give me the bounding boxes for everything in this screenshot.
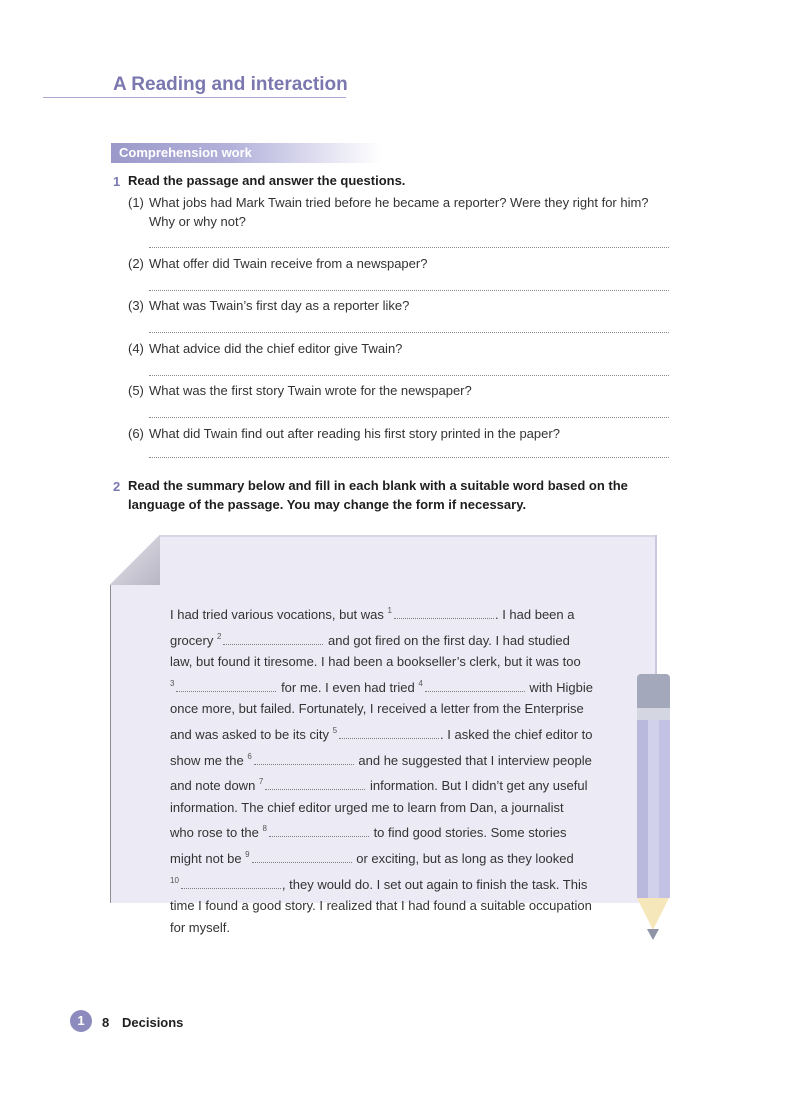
summary-line-10	[170, 818, 610, 844]
task-1-number: 1	[113, 174, 121, 189]
question-1-number: (1)	[128, 195, 144, 210]
blank-8-number: 8	[262, 824, 267, 834]
blank-6-number: 6	[247, 751, 252, 761]
summary-line-2	[170, 626, 610, 652]
answer-line-3[interactable]	[149, 332, 669, 333]
summary-text-segment: I had tried various vocations, but was	[170, 607, 388, 622]
question-6	[128, 424, 676, 443]
summary-line-4	[170, 673, 610, 699]
question-4-number: (4)	[128, 341, 144, 356]
blank-7[interactable]	[265, 779, 365, 790]
summary-text-segment: time I found a good story. I realized that I had found a suitable occupation	[170, 898, 592, 914]
question-1	[128, 193, 676, 233]
unit-name: Decisions	[122, 1015, 184, 1030]
summary-text-segment: show me the	[170, 752, 248, 768]
question-4-text: What advice did the chief editor give Twain?	[149, 341, 403, 356]
summary-line-14	[170, 917, 610, 939]
blank-2-number: 2	[216, 631, 222, 641]
question-6-text: What did Twain find out after reading his first story printed in the paper?	[149, 426, 560, 441]
blank-1-number: 1	[387, 606, 392, 615]
blank-4-number: 4	[418, 678, 423, 688]
summary-line-6	[170, 720, 610, 746]
question-5-number: (5)	[128, 383, 144, 398]
summary-text	[170, 600, 610, 938]
answer-line-5[interactable]	[149, 417, 669, 418]
blank-5-number: 5	[332, 725, 338, 735]
task-1-instruction: Read the passage and answer the questions.	[128, 173, 406, 188]
blank-3-number: 3	[170, 678, 175, 688]
summary-text-segment: . I asked the chief editor to	[440, 726, 593, 742]
summary-line-5	[170, 698, 610, 720]
question-2-number: (2)	[128, 256, 144, 271]
summary-text-segment: or exciting, but as long as they looked	[352, 850, 574, 866]
summary-text-segment: information. But I didn’t get any useful	[366, 778, 588, 794]
question-2-text: What offer did Twain receive from a newspaper?	[149, 256, 428, 271]
summary-line-13	[170, 895, 610, 917]
summary-line-8	[170, 771, 610, 797]
section-rule	[43, 97, 346, 98]
summary-text-segment: might not be	[170, 850, 246, 866]
page-number: 8	[102, 1015, 110, 1030]
task-2-instruction-line-2: language of the passage. You may change the form if necessary.	[128, 497, 527, 512]
pencil-eraser	[637, 674, 670, 708]
unit-number-badge: 1	[70, 1010, 92, 1032]
summary-text-segment: to find good stories. Some stories	[369, 825, 567, 841]
question-2	[128, 254, 676, 273]
section-title: A Reading and interaction	[113, 74, 348, 95]
question-3-number: (3)	[128, 298, 144, 313]
blank-4[interactable]	[425, 681, 525, 692]
summary-text-segment: . I had been a	[494, 607, 575, 622]
question-6-number: (6)	[128, 426, 144, 441]
summary-text-segment: and got fired on the first day. I had studied	[324, 632, 570, 648]
summary-text-segment: law, but found it tiresome. I had been a bookseller’s clerk, but it was too	[170, 654, 581, 670]
summary-line-1	[170, 600, 610, 626]
summary-line-7	[170, 746, 610, 772]
comprehension-banner	[111, 143, 381, 163]
summary-text-segment: once more, but failed. Fortunately, I received a letter from the Enterprise	[170, 701, 584, 717]
question-3-text: What was Twain’s first day as a reporter like?	[149, 298, 410, 313]
task-2-number: 2	[113, 479, 121, 494]
pencil-lead	[647, 929, 659, 940]
blank-3[interactable]	[176, 681, 276, 692]
answer-line-1[interactable]	[149, 247, 669, 248]
summary-text-segment: with Higbie	[525, 679, 594, 695]
pencil-ferrule	[637, 708, 670, 720]
summary-text-segment: grocery	[170, 632, 217, 648]
blank-8[interactable]	[269, 826, 369, 837]
pencil-body	[637, 720, 670, 898]
blank-9[interactable]	[252, 852, 352, 863]
answer-line-6[interactable]	[149, 457, 669, 458]
summary-card-left-edge	[110, 584, 111, 903]
summary-line-3	[170, 651, 610, 673]
blank-10[interactable]	[181, 878, 281, 889]
summary-line-11	[170, 844, 610, 870]
comprehension-label: Comprehension work	[119, 145, 252, 160]
answer-line-2[interactable]	[149, 290, 669, 291]
summary-text-segment: and was asked to be its city	[170, 726, 333, 742]
summary-text-segment: information. The chief editor urged me to learn from Dan, a journalist	[170, 799, 564, 815]
summary-text-segment: , they would do. I set out again to finish the task. This	[281, 876, 588, 892]
summary-text-segment: and he suggested that I interview people	[354, 752, 592, 768]
summary-line-9	[170, 797, 610, 819]
blank-9-number: 9	[245, 849, 250, 859]
task-2-instruction-line-1: Read the summary below and fill in each blank with a suitable word based on the	[128, 478, 628, 493]
blank-6[interactable]	[254, 754, 354, 765]
summary-card-top-edge	[159, 535, 656, 537]
summary-text-segment: who rose to the	[170, 825, 263, 841]
summary-text-segment: for myself.	[170, 919, 230, 935]
summary-text-segment: and note down	[170, 778, 259, 794]
question-5-text: What was the first story Twain wrote for the newspaper?	[149, 383, 472, 398]
question-3	[128, 296, 676, 315]
blank-2[interactable]	[223, 634, 323, 645]
summary-text-segment: for me. I even had tried	[277, 679, 419, 695]
blank-5[interactable]	[339, 728, 439, 739]
blank-7-number: 7	[258, 777, 264, 787]
answer-line-4[interactable]	[149, 375, 669, 376]
question-4	[128, 339, 676, 358]
question-1-text: What jobs had Mark Twain tried before he became a reporter? Were they right for him? Why or why not?	[149, 195, 649, 229]
pencil-tip	[637, 898, 669, 930]
question-5	[128, 381, 676, 400]
summary-line-12	[170, 870, 610, 896]
blank-10-number: 10	[170, 875, 179, 885]
blank-1[interactable]	[394, 608, 494, 619]
page-fold-corner	[110, 535, 160, 585]
